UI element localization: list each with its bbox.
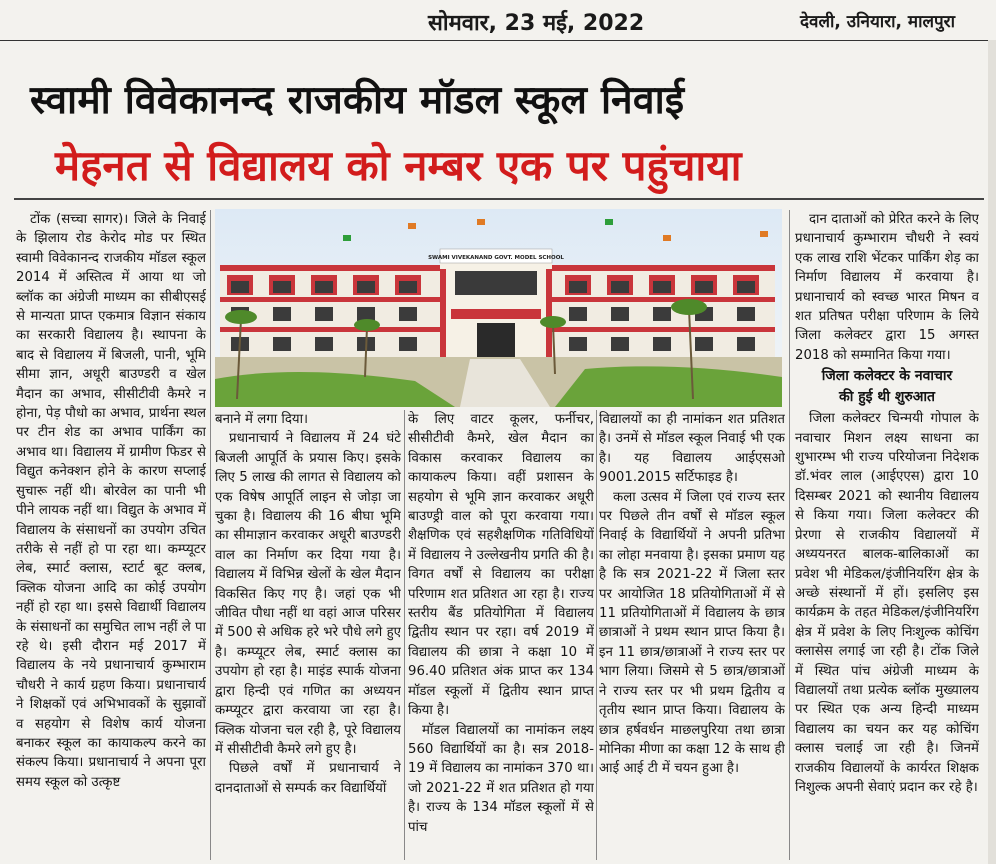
column-1-text: टोंक (सच्चा सागर)। जिले के निवाई के झिलाय रोड केरोद मोड पर स्थित स्वामी विवेकानन्द राजकीय मॉडल स्कूल 2014 में अस्तित्व में आया था जो ब्लॉक का अंग्रेजी माध्यम का सीबीएसई से मान्यता प्राप्त एकमात्र विज्ञान संकाय का सरकारी विद्यालय है। स्थापना के बाद से विद्यालय में बिजली, पानी, भूमि सीमा ज्ञान, अधूरी बाउण्डरी व खेल मैदान का अभाव, सीसीटीवी कैमरे न होना, पेड़ पौधो का अभाव, प्रार्थना स्थल पर टीन शेड का अभाव पार्किंग का अभाव था। विद्यालय में ग्रामीण फिडर से विद्युत कनेक्शन होने के कारण सप्लाई सुचारू नहीं थी। बोरवेल का पानी भी पीने लायक नहीं था। विद्युत के अभाव में विद्यालय के संसाधनों का उपयोग उचित तरीके से नहीं हो पा रहा था। कम्प्यूटर लेब, स्मार्ट क्लास, स्टार्ट बूट क्लब, क्लिक योजना आदि का कोई उपयोग नहीं हो रहा था। इससे विद्यार्थी विद्यालय के संसाधनों का समुचित लाभ नहीं ले पा रहे थे। इसी दौरान मई 2017 में विद्यालय के नये प्रधानाचार्य कुम्भाराम चौधरी ने कार्य ग्रहण किया। प्रधानाचार्य ने शिक्षकों एवं अभिभावकों के सुझावों व सहयोग से विशेष कार्य योजना बनाकर स्कूल का कायाकल्प करने का संकल्प किया। प्रधानाचार्य ने अपना पूरा समय स्कूल को उत्कृष्ट xyxy=(16,212,206,790)
subsection-title-line-1: जिला कलेक्टर के नवाचार xyxy=(821,368,953,385)
column-4-text-a: विद्यालयों का ही नामांकन शत प्रतिशत है। उनमें से मॉडल स्कूल निवाई भी एक है। यह विद्यालय आईएसओ 9001.2015 सर्टिफाइड है। xyxy=(599,412,785,486)
edition-locations: देवली, उनियारा, मालपुरा xyxy=(800,12,956,32)
column-divider xyxy=(210,210,211,860)
article-column-2 xyxy=(215,410,401,860)
headline-divider xyxy=(14,198,984,200)
building-sign-text: SWAMI VIVEKANAND GOVT. MODEL SCHOOL xyxy=(428,255,564,261)
headline: स्वामी विवेकानन्द राजकीय मॉडल स्कूल निवाई xyxy=(30,78,685,123)
masthead xyxy=(0,0,996,41)
subsection-title-line-2: की हुई थी शुरुआत xyxy=(838,389,936,406)
article-column-3 xyxy=(408,410,594,860)
column-2-text-a: बनाने में लगा दिया। xyxy=(215,412,309,427)
column-divider xyxy=(596,410,597,860)
column-3-text-a: के लिए वाटर कूलर, फर्नीचर, सीसीटीवी कैमरे, खेल मैदान का विकास करवाकर विद्यालय का कायाकल्प किया। वहीं प्रशासन के सहयोग से भूमि ज्ञान करवाकर अधूरी बाउण्ड्री वाल को पूरा करवाया गया। शैक्षणिक एवं सहशैक्षणिक गतिविधियों में विद्यालय ने उल्लेखनीय प्रगति की है। विगत वर्षों से विद्यालय का परीक्षा परिणाम शत प्रतिशत आ रहा है। राज्य स्तरीय बैंड प्रतियोगिता में विद्यालय द्वितीय स्थान पर रहा। वर्ष 2019 में विद्यालय की छात्रा ने कक्षा 10 में 96.40 प्रतिशत अंक प्राप्त कर 134 मॉडल स्कूलों में द्वितीय स्थान प्राप्त किया है। xyxy=(408,412,594,719)
article-column-4 xyxy=(599,410,785,860)
column-divider xyxy=(789,210,790,860)
column-2-text-b: प्रधानाचार्य ने विद्यालय में 24 घंटे बिजली आपूर्ति के प्रयास किए। इसके लिए 5 लाख की लागत से विद्यालय को एक विषेष आपूर्ति लाइन से जोड़ा जा चुका है। विद्यालय की 16 बीघा भूमि का सीमाज्ञान करवाकर अधूरी बाउण्डरी वाल का निर्माण कर दिया गया है। विद्यालय में विभिन्न खेलों के खेल मैदान विकसित किए गए है। जहां एक भी जीवित पौधा नहीं था वहां आज परिसर में 500 से अधिक हरे भरे पौधे लगे हुए है। कम्प्यूटर लेब, स्मार्ट क्लास का उपयोग हो रहा है। माइंड स्पार्क योजना द्वारा हिन्दी एवं गणित का अध्ययन कम्प्यूटर द्वारा करवाया जा रहा है। क्लिक योजना चल रही है, पूरे विद्यालय में सीसीटीवी कैमरे लगे हुए है। xyxy=(215,431,401,757)
school-photo-illustration xyxy=(215,209,782,407)
issue-date: सोमवार, 23 मई, 2022 xyxy=(428,11,645,36)
article-column-1 xyxy=(16,210,206,860)
column-5-text-b: जिला कलेक्टर चिन्मयी गोपाल के नवाचार मिशन लक्ष्य साधना का शुभारम्भ भी राज्य परियोजना निदेशक डॉ.भंवर लाल (आईएएस) द्वारा 10 दिसम्बर 2021 को स्थानीय विद्यालय से किया गया। जिला कलेक्टर की प्रेरणा से राजकीय विद्यालयों में अध्ययनरत बालक-बालिकाओं का प्रवेश भी मेडिकल/इंजीनियरिंग क्षेत्र के अच्छे संस्थानों में हों। इसलिए इस कार्यक्रम के तहत मेडिकल/इंजीनियरिंग क्षेत्र में प्रवेश के लिए निःशुल्क कोचिंग क्लासेस लगाई जा रही है। टोंक जिले में स्थित पांच अंग्रेजी माध्यम के विद्यालयों तथा प्रत्येक ब्लॉक मुख्यालय पर स्थित एक अन्य हिन्दी माध्यम विद्यालय का चयन कर यह कोचिंग क्लास चलाई जा रही है। जिनमें राजकीय विद्यालयों के कार्यरत शिक्षक निशुल्क अपनी सेवाएं प्रदान कर रहे है। xyxy=(795,411,979,795)
school-building-photo xyxy=(215,209,782,407)
column-4-text-b: कला उत्सव में जिला एवं राज्य स्तर पर पिछले तीन वर्षों से मॉडल स्कूल निवाई के विद्यार्थियों ने अपनी प्रतिभा का लोहा मनवाया है। इसका प्रमाण यह है कि सत्र 2021-22 में जिला स्तर पर आयोजित 18 प्रतियोगिताओं में से 11 प्रतियोगिताओं में विद्यालय के छात्र छात्राओं ने प्रथम स्थान प्राप्त किया है। इन 11 छात्र/छात्राओं ने राज्य स्तर पर भाग लिया। जिसमे से 5 छात्र/छात्राओं ने राज्य स्तर पर भी प्रथम द्वितीय व तृतीय स्थान प्राप्त किया। विद्यालय के छात्र हर्षवर्धन माछलपुरिया तथा छात्रा मोनिका मीणा का कक्षा 12 के साथ ही आई आई टी में चयन हुआ है। xyxy=(599,489,785,777)
column-divider xyxy=(404,410,405,860)
subheadline: मेहनत से विद्यालय को नम्बर एक पर पहुंचाया xyxy=(55,141,742,190)
column-3-text-b: मॉडल विद्यालयों का नामांकन लक्ष्य 560 विद्यार्थियों का है। सत्र 2018-19 में विद्यालय का नामांकन 370 था। जो 2021-22 में शत प्रतिशत हो गया है। राज्य के 134 मॉडल स्कूलों में से पांच xyxy=(408,722,594,835)
column-5-text-a: दान दाताओं को प्रेरित करने के लिए प्रधानाचार्य कुम्भाराम चौधरी ने स्वयं एक लाख राशि भेंटकर पार्किंग शेड़ का निर्माण विद्यालय में करवाया है। प्रधानाचार्य को स्वच्छ भारत मिषन व शत प्रतिषत परीक्षा परिणाम के लिये जिला कलेक्टर द्वारा 15 अगस्त 2018 को सम्मानित किया गया। xyxy=(795,212,979,363)
column-2-text-c: पिछले वर्षों में प्रधानाचार्य ने दानदाताओं से सम्पर्क कर विद्यार्थियों xyxy=(215,761,401,796)
adjacent-page-strip xyxy=(988,40,996,864)
article-column-5 xyxy=(795,210,979,860)
